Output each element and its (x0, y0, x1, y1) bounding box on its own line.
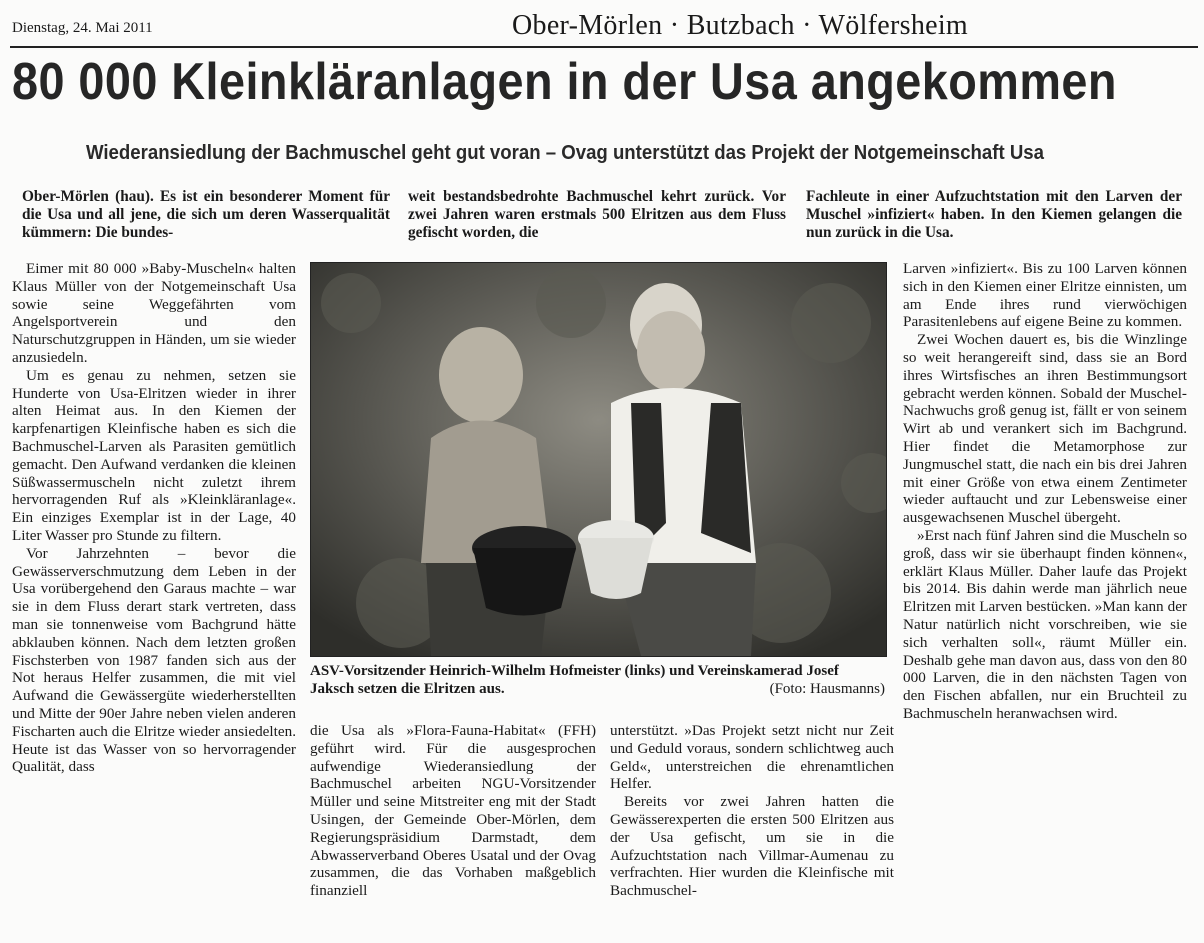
lead-text-2: weit bestandsbedrohte Bachmuschel kehrt zurück. Vor zwei Jahren waren erstmals 500 Elritzen aus dem Fluss gefischt worden, die (408, 188, 786, 241)
article-photo (310, 262, 887, 657)
body-column-2 (310, 722, 596, 900)
header-rule (10, 46, 1198, 48)
paragraph: »Erst nach fünf Jahren sind die Muscheln so groß, dass wir sie überhaupt finden können«, erklärt Klaus Müller. Daher laufe das Projekt bis 2014. Bis dahin werde man jährlich neue Elritzen mit Larven bestücken. »Man kann der Natur natürlich nicht vorschreiben, wie sie sich verhalten soll«, räumt Müller ein. Deshalb gehe man davon aus, dass von den 80 000 Larven, die in den nächsten Tagen von den Fischen abfallen, nur ein Bruchteil zu Bachmuscheln heranwachsen wird. (903, 526, 1187, 722)
lead-column-2 (408, 188, 786, 242)
body-column-4 (903, 260, 1187, 723)
paragraph: unterstützt. »Das Projekt setzt nicht nur Zeit und Geduld voraus, sondern schlichtweg auch Geld«, unterstreichen die ehrenamtlichen Helfer. (610, 722, 894, 793)
body-column-3 (610, 722, 894, 900)
lead-column-1 (22, 188, 390, 242)
paragraph: Larven »infiziert«. Bis zu 100 Larven können sich in den Kiemen einer Elritze einnisten, um am Ende ihres rund vierwöchigen Parasitenlebens auf eigene Beine zu kommen. (903, 260, 1187, 331)
paragraph: Um es genau zu nehmen, setzen sie Hunderte von Usa-Elritzen wieder in ihrer alten Heimat aus. In den Kiemen der karpfenartigen Kleinfische haben es sich die Bachmuschel-Larven als Parasiten gemütlich gemacht. Den Aufwand verdanken die kleinen Süßwassermuscheln nicht zuletzt ihrem hervorragenden Ruf als »Kleinkläranlage«. Ein einziges Exemplar ist in der Lage, 40 Liter Wasser pro Stunde zu filtern. (12, 366, 296, 544)
paragraph: die Usa als »Flora-Fauna-Habitat« (FFH) geführt wird. Für die ausgesprochen aufwendige Wiederansiedlung der Bachmuschel arbeiten NGU-Vorsitzender Müller und seine Mitstreiter eng mit der Stadt Usingen, der Gemeinde Ober-Mörlen, dem Regierungspräsidium Darmstadt, dem Abwasserverband Oberes Usatal und der Ovag zusammen, die das Vorhaben maßgeblich finanziell (310, 722, 596, 900)
lead-text-1: Ober-Mörlen (hau). Es ist ein besonderer Moment für die Usa und all jene, die sich um deren Wasserqualität kümmern: Die bundes- (22, 188, 390, 241)
paragraph: Eimer mit 80 000 »Baby-Muscheln« halten Klaus Müller von der Notgemeinschaft Usa sowie seine Weggefährten vom Angelsportverein und den Naturschutzgruppen in Händen, um sie wieder anzusiedeln. (12, 260, 296, 366)
lead-column-3 (806, 188, 1182, 242)
photo-credit: (Foto: Hausmanns) (769, 681, 885, 697)
article-headline: 80 000 Kleinkläranlagen in der Usa angekommen (12, 53, 1117, 111)
paragraph: Bereits vor zwei Jahren hatten die Gewässerexperten die ersten 500 Elritzen aus der Usa gefischt, um sie in die Aufzuchtstation nach Villmar-Aumenau zu verfrachten. Hier wurden die Kleinfische mit Bachmuschel- (610, 793, 894, 900)
region-header: Ober-Mörlen · Butzbach · Wölfersheim (512, 10, 969, 41)
lead-text-3: Fachleute in einer Aufzuchtstation mit den Larven der Muschel »infiziert« haben. In den Kiemen gelangen die nun zurück in die Usa. (806, 188, 1182, 241)
body-column-1 (12, 260, 296, 776)
paragraph: Zwei Wochen dauert es, bis die Winzlinge so weit herangereift sind, dass sie an Bord ihres Wirtsfisches an ihren Bestimmungsort gebracht werden können. Sobald der Muschel-Nachwuchs groß genug ist, fällt er von seinem Wirt ab und verankert sich im Bachgrund. Hier findet die Metamorphose zur Jungmuschel statt, die nach ein bis drei Jahren mit einer Größe von etwa einem Zentimeter wieder auftaucht und zur Lebensweise einer ausgewachsenen Muschel übergeht. (903, 331, 1187, 527)
caption-text: ASV-Vorsitzender Heinrich-Wilhelm Hofmeister (links) und Vereinskamerad Josef Jaksch setzen die Elritzen aus. (310, 663, 839, 697)
issue-date: Dienstag, 24. Mai 2011 (12, 20, 153, 36)
photo-two-men-with-buckets (311, 263, 886, 656)
article-subheadline: Wiederansiedlung der Bachmuschel geht gut voran – Ovag unterstützt das Projekt der Notgemeinschaft Usa (86, 142, 1044, 164)
photo-caption (310, 662, 885, 698)
paragraph: Vor Jahrzehnten – bevor die Gewässerverschmutzung dem Leben in der Usa vorübergehend den Garaus machte – war sie in dem Fluss derart stark vertreten, dass man sie tonnenweise vom Bachgrund hätte abklauben können. Nach dem letzten großen Fischsterben von 1987 fanden sich aus der Not heraus Helfer zusammen, die mit viel Aufwand die Gewässergüte wiederherstellten und Mitte der 90er Jahre neben vielen anderen Fischarten auch die Elritze wieder ansiedelten. Heute ist das Wasser von so hervorragender Qualität, dass (12, 544, 296, 776)
